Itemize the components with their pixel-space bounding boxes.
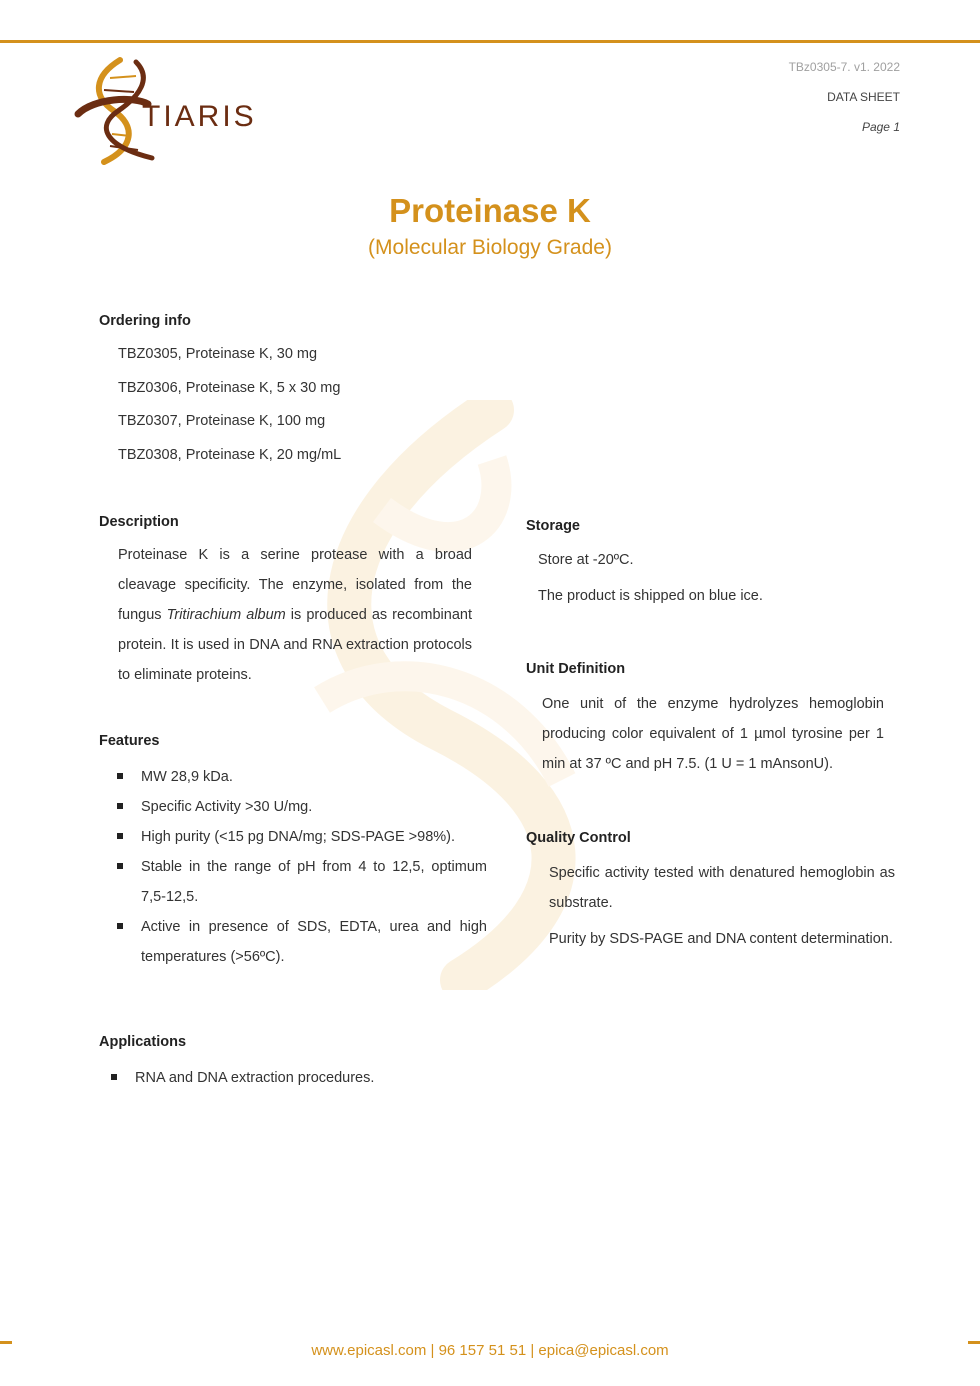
storage-line: Store at -20ºC.	[538, 552, 634, 568]
application-item: RNA and DNA extraction procedures.	[111, 1063, 471, 1093]
feature-item: Stable in the range of pH from 4 to 12,5, optimum 7,5-12,5.	[117, 852, 487, 912]
document-meta	[789, 60, 900, 135]
quality-control-item: Purity by SDS-PAGE and DNA content determination.	[549, 931, 893, 947]
quality-control-item: Specific activity tested with denatured hemoglobin as substrate.	[549, 865, 895, 911]
description-text	[118, 540, 472, 690]
organism-name: Tritirachium album	[166, 607, 286, 623]
feature-item: High purity (<15 pg DNA/mg; SDS-PAGE >98%).	[117, 822, 487, 852]
quality-control-heading: Quality Control	[526, 830, 631, 846]
features-heading: Features	[99, 733, 160, 749]
description-heading: Description	[99, 514, 179, 530]
applications-list	[111, 1063, 471, 1093]
page-title: Proteinase K	[389, 192, 591, 229]
ordering-item: TBZ0307, Proteinase K, 100 mg	[118, 413, 326, 429]
feature-item: MW 28,9 kDa.	[117, 762, 487, 792]
feature-item: Specific Activity >30 U/mg.	[117, 792, 487, 822]
unit-definition-heading: Unit Definition	[526, 661, 626, 677]
ordering-info-heading: Ordering info	[99, 313, 191, 329]
storage-heading: Storage	[526, 518, 580, 534]
top-rule	[0, 40, 980, 43]
footer-contact: www.epicasl.com | 96 157 51 51 | epica@epicasl.com	[311, 1342, 669, 1359]
feature-item: Active in presence of SDS, EDTA, urea and high temperatures (>56ºC).	[117, 912, 487, 972]
applications-heading: Applications	[99, 1034, 187, 1050]
document-id: TBz0305-7. v1. 2022	[788, 60, 900, 74]
document-type: DATA SHEET	[827, 90, 900, 104]
ordering-item: TBZ0306, Proteinase K, 5 x 30 mg	[118, 380, 341, 396]
page-number: Page 1	[861, 120, 900, 134]
features-list	[117, 762, 487, 972]
ordering-item: TBZ0308, Proteinase K, 20 mg/mL	[118, 447, 342, 463]
logo-text: TIARIS	[142, 100, 257, 133]
description-text-part: Proteinase K is a serine protease with a broad cleavage specificity. The enzyme, isolated from the fungus	[118, 547, 472, 623]
storage-line: The product is shipped on blue ice.	[538, 588, 763, 604]
page-subtitle: (Molecular Biology Grade)	[368, 236, 612, 259]
unit-definition-text: One unit of the enzyme hydrolyzes hemoglobin producing color equivalent of 1 µmol tyrosine per 1 min at 37 ºC and pH 7.5. (1 U = 1 mAnsonU).	[542, 696, 884, 772]
description-text-part: is produced as recombinant protein. It is used in DNA and RNA extraction protocols to eliminate proteins.	[118, 607, 472, 683]
ordering-item: TBZ0305, Proteinase K, 30 mg	[118, 346, 318, 362]
